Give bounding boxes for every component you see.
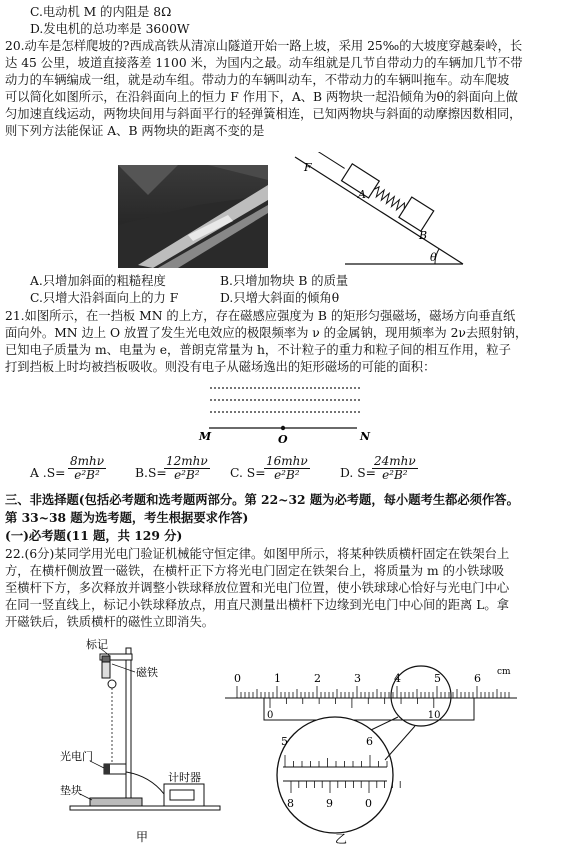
main-tick-label: 4 [394, 672, 401, 685]
zoom-magnifier [277, 717, 393, 833]
label-pad: 垫块 [60, 784, 82, 797]
field-dot [274, 387, 276, 389]
field-dot [314, 411, 316, 413]
field-dot [286, 411, 288, 413]
figure-yi-vernier [225, 650, 525, 848]
zoom-vernier-label: 9 [326, 797, 333, 810]
force-f-arrow [308, 152, 344, 168]
q20-option-c: C.只增大沿斜面向上的力 F [30, 291, 179, 305]
field-dot [330, 411, 332, 413]
field-dot [298, 399, 300, 401]
q22-line: 22.(6分)某同学用光电门验证机械能守恒定律。如图甲所示，将某种铁质横杆固定在铁架台上 [5, 547, 510, 561]
block-a-label: A [358, 188, 366, 201]
field-dot [230, 411, 232, 413]
field-dot [294, 387, 296, 389]
magnet [102, 656, 110, 662]
field-dot [310, 411, 312, 413]
field-dot [310, 399, 312, 401]
field-dot [334, 387, 336, 389]
field-dot [354, 411, 356, 413]
main-tick-label: 2 [314, 672, 321, 685]
vernier-tick-label: 0 [267, 710, 274, 721]
field-dot [350, 399, 352, 401]
q20-option-a: A.只增加斜面的粗糙程度 [30, 274, 166, 288]
field-dot [334, 399, 336, 401]
unit-label: cm [497, 667, 511, 677]
field-dot [266, 399, 268, 401]
field-dot [302, 387, 304, 389]
field-dot [278, 411, 280, 413]
field-dot [294, 399, 296, 401]
field-dot [258, 399, 260, 401]
field-dot [238, 387, 240, 389]
field-dot [338, 387, 340, 389]
field-dot [234, 411, 236, 413]
field-dot [250, 399, 252, 401]
incline-diagram [285, 152, 475, 270]
numerator: 12mhν [166, 454, 208, 468]
fraction [264, 455, 310, 482]
label-m: M [199, 430, 212, 443]
zoom-vernier-label: 0 [365, 797, 372, 810]
field-dot [238, 411, 240, 413]
zoom-vernier-label: 8 [287, 797, 294, 810]
numerator: 16mhν [266, 454, 308, 468]
field-dot [246, 387, 248, 389]
field-dot [270, 399, 272, 401]
field-dot [222, 387, 224, 389]
field-dot [358, 411, 360, 413]
numerator: 24mhν [374, 454, 416, 468]
field-dot [286, 399, 288, 401]
numerator: 8mhν [70, 454, 105, 468]
field-dot [262, 399, 264, 401]
train-photo [118, 165, 268, 268]
field-dot [350, 411, 352, 413]
option-c-line: C.电动机 M 的内阻是 8Ω [30, 5, 172, 19]
fraction [68, 455, 106, 482]
option-d-line: D.发电机的总功率是 3600W [30, 22, 190, 36]
field-dot [254, 399, 256, 401]
field-dot [306, 387, 308, 389]
field-dot [246, 411, 248, 413]
field-dot [266, 411, 268, 413]
field-dot [318, 411, 320, 413]
main-scale [225, 667, 517, 698]
field-dot [258, 411, 260, 413]
field-dot [342, 399, 344, 401]
field-dot [278, 399, 280, 401]
field-dot [218, 387, 220, 389]
field-dot [302, 399, 304, 401]
field-dot [250, 387, 252, 389]
field-dot [222, 411, 224, 413]
q20-line: 则下列方法能保证 A、B 两物块的距离不变的是 [5, 124, 265, 138]
field-dot [226, 411, 228, 413]
q22-line: 方，在横杆侧放置一磁铁，在横杆正下方将光电门固定在铁架台上，将质量为 m 的小铁球吸 [5, 564, 505, 578]
field-dot [314, 387, 316, 389]
figure-caption-jia: 甲 [136, 830, 149, 844]
q21-line: 面向外。MN 边上 O 放置了发生光电效应的极限频率为 ν 的金属钠，现用频率为 2ν去照射钠， [5, 326, 528, 340]
field-dot [238, 399, 240, 401]
main-tick-label: 6 [474, 672, 481, 685]
field-dot [254, 411, 256, 413]
field-dot [294, 411, 296, 413]
field-dot [282, 387, 284, 389]
field-dot [214, 387, 216, 389]
iron-ball [108, 680, 116, 688]
q21-line: 已知电子质量为 m、电量为 e，普朗克常量为 h，不计粒子的重力和粒子间的相互作用，粒子 [5, 343, 511, 357]
q20-option-d: D.只增大斜面的倾角θ [220, 291, 340, 305]
field-dot [258, 387, 260, 389]
field-dot [306, 399, 308, 401]
fraction [164, 455, 210, 482]
field-dot [350, 387, 352, 389]
q20-line: 匀加速直线运动，两物块间用与斜面平行的轻弹簧相连，已知两物块与斜面的动摩擦因数相同， [5, 107, 522, 121]
field-dot [346, 411, 348, 413]
force-f-label: F [304, 161, 312, 174]
main-tick-label: 1 [274, 672, 281, 685]
field-dot [282, 411, 284, 413]
field-dot [274, 411, 276, 413]
denominator: e²B² [174, 468, 200, 482]
field-dot [282, 399, 284, 401]
option-prefix: C. S= [230, 466, 266, 480]
field-dot [242, 411, 244, 413]
field-dot [322, 387, 324, 389]
q22-line: 在同一竖直线上，标记小铁球释放点，用直尺测量出横杆下边缘到光电门中心间的距离 L。拿 [5, 598, 509, 612]
field-dot [230, 399, 232, 401]
field-dot [218, 399, 220, 401]
q22-line: 开磁铁后，铁质横杆的磁性立即消失。 [5, 615, 215, 629]
field-dot [250, 411, 252, 413]
field-dot [314, 399, 316, 401]
field-dot [262, 387, 264, 389]
field-dot [346, 399, 348, 401]
fraction [372, 455, 418, 482]
q20-line: 动力的车辆编成一组，就是动车组。带动力的车辆叫动车，不带动力的车辆叫拖车。动车爬坡 [5, 73, 510, 87]
field-dot [322, 399, 324, 401]
field-dot [270, 411, 272, 413]
field-dot [226, 399, 228, 401]
q21-line: 打到挡板上时均被挡板吸收。则没有电子从磁场逸出的矩形磁场的可能的面积： [5, 360, 436, 374]
field-dot [342, 411, 344, 413]
field-dot [242, 387, 244, 389]
field-dot [246, 399, 248, 401]
field-dot [338, 399, 340, 401]
field-dot [210, 387, 212, 389]
q20-line: 20.动车是怎样爬坡的?西成高铁从清凉山隧道开始一路上坡，采用 25‰的大坡度穿越秦岭，长 [5, 39, 523, 53]
field-dot [270, 387, 272, 389]
field-dot [354, 399, 356, 401]
field-dot [330, 387, 332, 389]
label-photogate: 光电门 [60, 750, 93, 763]
field-dot [234, 387, 236, 389]
field-dot [354, 387, 356, 389]
q20-line: 可以简化如图所示，在沿斜面向上的恒力 F 作用下，A、B 两物块一起沿倾角为θ的斜面向上做 [5, 90, 518, 104]
field-dot [222, 399, 224, 401]
option-prefix: D. S= [340, 466, 376, 480]
denominator: e²B² [274, 468, 300, 482]
point-o [281, 426, 285, 430]
field-dot [210, 411, 212, 413]
section-heading: 三、非选择题(包括必考题和选考题两部分。第 22~32 题为必考题，每小题考生都必须作答。 [5, 492, 519, 507]
label-marker: 标记 [86, 638, 108, 651]
field-dot [274, 399, 276, 401]
angle-theta-label: θ [430, 251, 437, 264]
field-dot [214, 411, 216, 413]
main-tick-label: 3 [354, 672, 361, 685]
field-dot [302, 411, 304, 413]
field-dot [226, 387, 228, 389]
block-b-label: B [419, 229, 428, 242]
field-dot [278, 387, 280, 389]
zoom-main-label: 5 [281, 735, 288, 748]
field-dot [290, 411, 292, 413]
field-dot [358, 399, 360, 401]
field-dot [310, 387, 312, 389]
field-dot [234, 399, 236, 401]
field-dot [342, 387, 344, 389]
main-tick-label: 5 [434, 672, 441, 685]
q20-option-b: B.只增加物块 B 的质量 [220, 274, 349, 288]
q20-line: 达 45 公里，坡道直接落差 1100 米，为国内之最。动车组就是几节自带动力的车辆加几节不带 [5, 56, 523, 70]
pad-block [90, 798, 142, 806]
field-dot [318, 387, 320, 389]
option-prefix: B.S= [135, 466, 167, 480]
label-timer: 计时器 [168, 771, 201, 784]
field-dot [262, 411, 264, 413]
magnetic-field-diagram [195, 380, 375, 445]
field-dot [214, 399, 216, 401]
field-dot [290, 387, 292, 389]
figure-jia-apparatus [60, 636, 230, 846]
zoom-main-label: 6 [366, 735, 373, 748]
field-dot [322, 411, 324, 413]
denominator: e²B² [382, 468, 408, 482]
field-dot [290, 399, 292, 401]
field-dot [326, 399, 328, 401]
field-dot [306, 411, 308, 413]
field-dot [338, 411, 340, 413]
label-magnet: 磁铁 [136, 666, 158, 679]
denominator: e²B² [74, 468, 100, 482]
field-dot [326, 411, 328, 413]
field-dot [334, 411, 336, 413]
field-dot [346, 387, 348, 389]
vernier-tick-label: 10 [427, 710, 441, 721]
field-dot [266, 387, 268, 389]
field-dot [210, 399, 212, 401]
field-dot [318, 399, 320, 401]
label-n: N [360, 430, 371, 443]
q21-line: 21.如图所示，在一挡板 MN 的上方，存在磁感应强度为 B 的矩形匀强磁场，磁场方向垂直纸 [5, 309, 516, 323]
figure-caption-yi: 乙 [335, 832, 348, 846]
field-dot [326, 387, 328, 389]
field-dot [298, 411, 300, 413]
main-tick-label: 0 [234, 672, 241, 685]
field-dot [218, 411, 220, 413]
field-dot [286, 387, 288, 389]
field-dot [242, 399, 244, 401]
field-dot [358, 387, 360, 389]
field-dot [298, 387, 300, 389]
option-prefix: A .S= [30, 466, 66, 480]
field-dot [254, 387, 256, 389]
section-subheading: (一)必考题(11 题，共 129 分) [5, 528, 183, 543]
q22-line: 至横杆下方，多次释放并调整小铁球释放位置和光电门位置，使小铁球球心恰好与光电门中心 [5, 581, 510, 595]
field-dot [330, 399, 332, 401]
field-dot [230, 387, 232, 389]
label-o: O [278, 433, 288, 445]
section-heading: 第 33~38 题为选考题，考生根据要求作答) [5, 510, 249, 525]
